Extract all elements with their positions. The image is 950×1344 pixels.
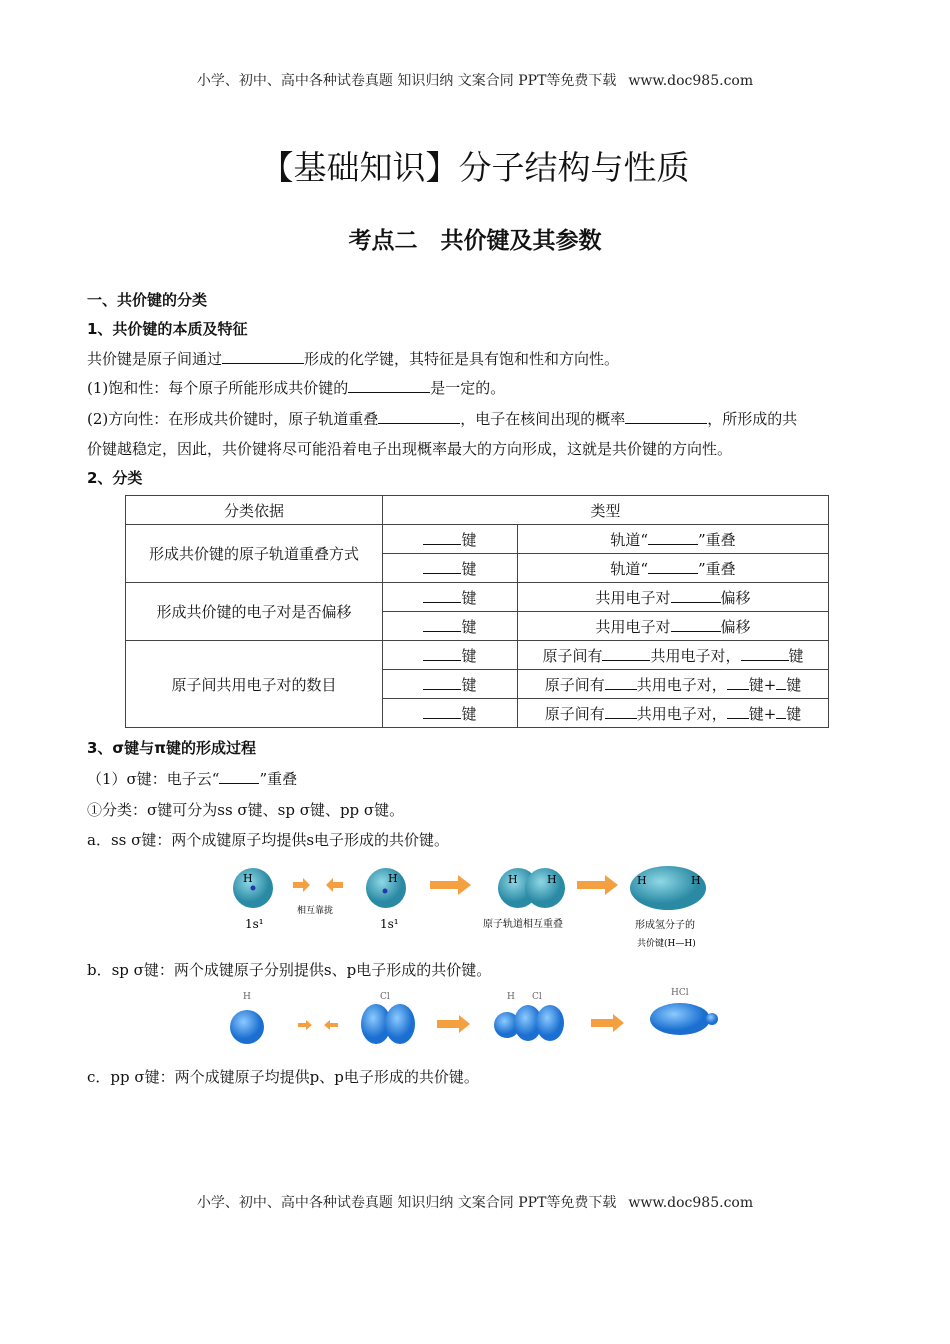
footer-url[interactable]: www.doc985.com (628, 1195, 754, 1211)
arrow-icon (591, 1014, 624, 1032)
heading-1-1: 1、共价键的本质及特征 (87, 320, 248, 338)
svg-text:相互靠拢: 相互靠拢 (297, 906, 334, 916)
heading-1: 一、共价键的分类 (87, 291, 208, 309)
svg-text:原子轨道相互重叠: 原子轨道相互重叠 (483, 919, 563, 930)
blank[interactable] (219, 769, 259, 784)
svg-text:H: H (507, 992, 515, 1002)
h2-molecule (630, 866, 706, 910)
para-1: 共价键是原子间通过 形成的化学键，其特征是具有饱和性和方向性。 (87, 350, 620, 368)
svg-text:H: H (243, 872, 253, 885)
svg-text:H: H (508, 873, 518, 886)
svg-text:H: H (388, 872, 398, 885)
arrow-icon (577, 875, 618, 895)
svg-text:HCl: HCl (671, 988, 689, 998)
arrow-icon (437, 1015, 470, 1033)
svg-text:H: H (547, 873, 557, 886)
svg-text:Cl: Cl (380, 992, 390, 1002)
svg-text:1s¹: 1s¹ (380, 917, 399, 931)
blank[interactable] (222, 349, 304, 364)
ss-sigma-diagram (225, 860, 725, 952)
hcl-molecule (650, 1003, 710, 1035)
svg-text:1s¹: 1s¹ (245, 917, 264, 931)
blank[interactable] (625, 409, 707, 424)
para-3: (2)方向性：在形成共价键时，原子轨道重叠 ，电子在核间出现的概率 ，所形成的共 (87, 410, 798, 428)
svg-text:Cl: Cl (532, 992, 542, 1002)
svg-text:H: H (637, 874, 647, 887)
page-title: 【基础知识】分子结构与性质 (260, 148, 690, 187)
para-2: (1)饱和性：每个原子所能形成共价键的 是一定的。 (87, 379, 506, 397)
para-sigma: （1）σ键：电子云“ ”重叠 (87, 770, 298, 788)
blank[interactable] (378, 409, 460, 424)
header-url[interactable]: www.doc985.com (628, 73, 754, 89)
section-subtitle: 考点二 共价键及其参数 (348, 228, 602, 254)
th-type: 类型 (383, 496, 829, 525)
page-header (0, 70, 950, 90)
group-count: 原子间共用电子对的数目 (126, 641, 383, 728)
svg-text:H: H (691, 874, 701, 887)
footer-text: 小学、初中、高中各种试卷真题 知识归纳 文案合同 PPT等免费下载 (196, 1195, 617, 1211)
svg-text:H: H (243, 992, 251, 1002)
page-footer (0, 1192, 950, 1212)
para-pp: c．pp σ键：两个成键原子均提供p、p电子形成的共价键。 (87, 1068, 479, 1086)
para-sp: b．sp σ键：两个成键原子分别提供s、p电子形成的共价键。 (87, 961, 492, 979)
heading-1-2: 2、分类 (87, 469, 143, 487)
blank[interactable] (348, 378, 430, 393)
para-sigma-types: ①分类：σ键可分为ss σ键、sp σ键、pp σ键。 (87, 801, 405, 819)
approach-arrows-icon (293, 878, 343, 892)
header-text: 小学、初中、高中各种试卷真题 知识归纳 文案合同 PPT等免费下载 (196, 73, 617, 89)
classification-table: 分类依据 类型 形成共价键的原子轨道重叠方式 键 轨道“ ”重叠 键 轨道“ ”重叠 形成共价键的电子对是否偏移 键 共用电子对 偏移 键 共用电子对 偏移 原子间共用电子对的数目 键 原子间有 共用电子对， 键 键 原子间有 共用电子对， 键+ 键 键 原子间有 共用电子对， 键+ 键 (125, 495, 829, 728)
approach-arrows-icon (298, 1020, 338, 1030)
svg-text:共价键(H—H): 共价键(H—H) (637, 939, 696, 949)
heading-3: 3、σ键与π键的形成过程 (87, 739, 256, 757)
sp-sigma-diagram (225, 987, 725, 1052)
th-basis: 分类依据 (126, 496, 383, 525)
group-overlap: 形成共价键的原子轨道重叠方式 (126, 525, 383, 583)
para-ss: a．ss σ键：两个成键原子均提供s电子形成的共价键。 (87, 831, 450, 849)
arrow-icon (430, 875, 471, 895)
svg-text:形成氢分子的: 形成氢分子的 (635, 920, 695, 931)
para-4: 价键越稳定，因此，共价键将尽可能沿着电子出现概率最大的方向形成，这就是共价键的方向性。 (87, 440, 733, 458)
group-polarity: 形成共价键的电子对是否偏移 (126, 583, 383, 641)
